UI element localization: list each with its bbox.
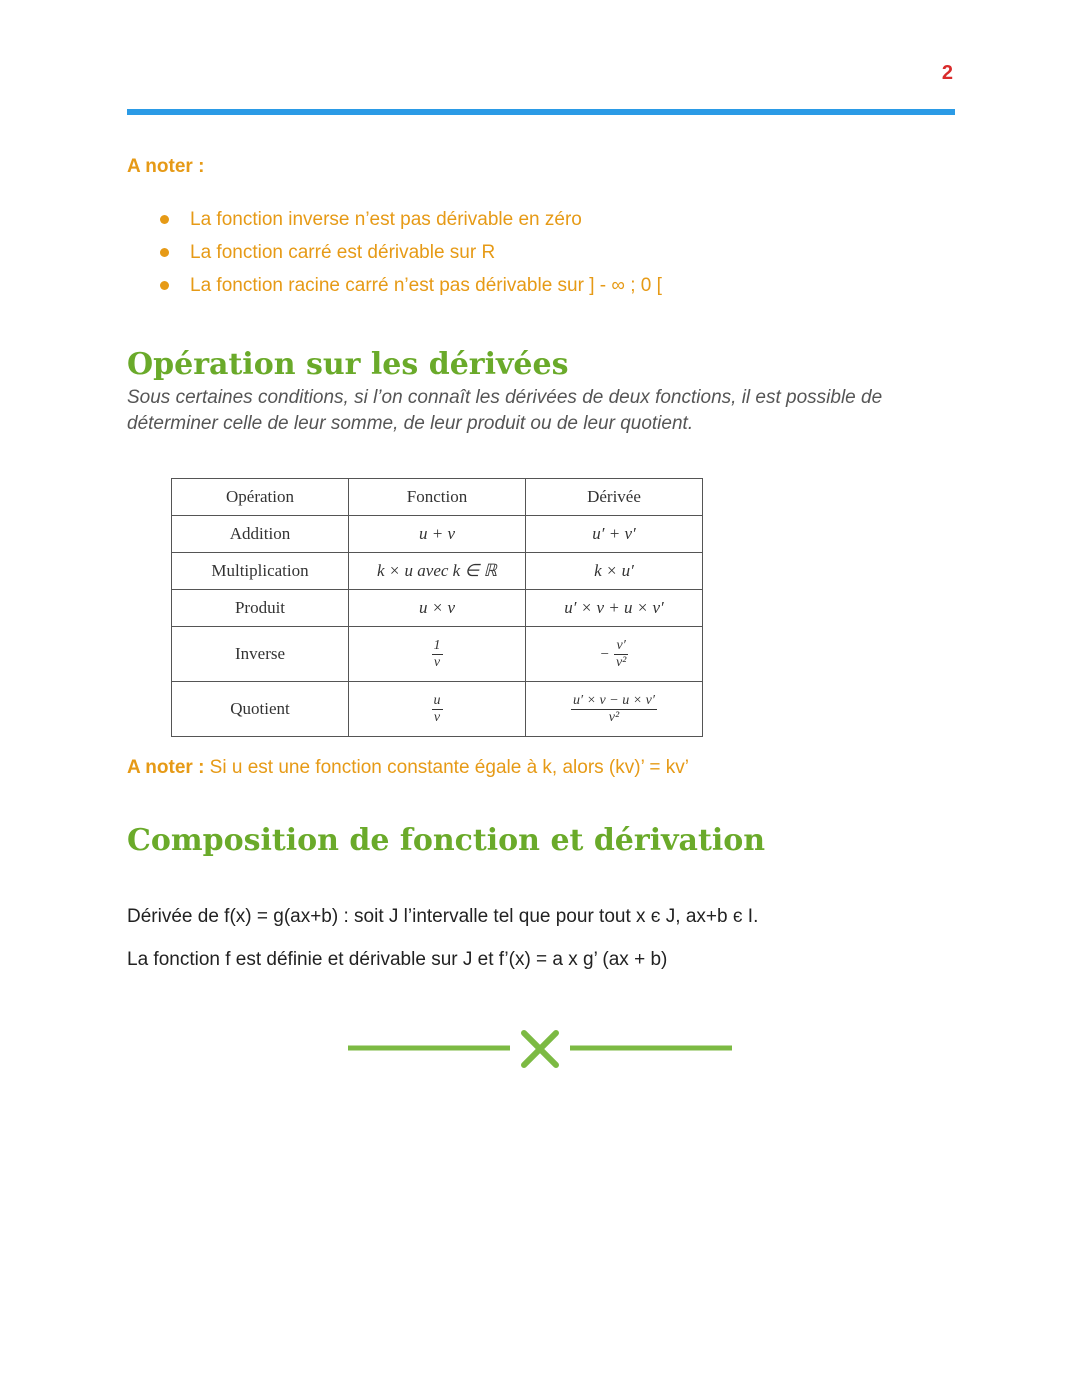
- table-row: [172, 553, 703, 590]
- table-cell: Multiplication: [172, 553, 349, 590]
- table-cell: u′ + v′: [526, 516, 703, 553]
- bullet-icon: [160, 248, 169, 257]
- section-heading-operations: Opération sur les dérivées: [127, 347, 569, 382]
- page-number: 2: [941, 62, 953, 84]
- fraction: $\frac{u' \times v - u \times v'}{\text{v²}}$: [573, 692, 655, 725]
- list-item: La fonction inverse n’est pas dérivable en zéro: [160, 203, 662, 236]
- table-cell: k × u′: [526, 553, 703, 590]
- note-list: [160, 203, 662, 302]
- table-row: [172, 682, 703, 737]
- list-item: La fonction racine carré n’est pas dérivable sur ] - ∞ ; 0 [: [160, 269, 662, 302]
- table-cell: Addition: [172, 516, 349, 553]
- table-cell: Inverse: [172, 627, 349, 682]
- table-header: Fonction: [349, 479, 526, 516]
- list-item: La fonction carré est dérivable sur R: [160, 236, 662, 269]
- table-cell: [349, 682, 526, 737]
- minus-sign: −: [599, 645, 610, 662]
- table-cell: Quotient: [172, 682, 349, 737]
- table-header: Opération: [172, 479, 349, 516]
- fraction: $\frac{v'}{\text{v²}}$: [615, 637, 627, 670]
- operations-intro: Sous certaines conditions, si l’on connaît les dérivées de deux fonctions, il est possible de déterminer celle de leur somme, de leur produit ou de leur quotient.: [127, 387, 883, 434]
- derivatives-table: [171, 478, 703, 737]
- table-row: [172, 590, 703, 627]
- note-title: A noter :: [127, 156, 205, 177]
- table-cell: u + v: [349, 516, 526, 553]
- table-cell: u × v: [349, 590, 526, 627]
- table-cell: [526, 627, 703, 682]
- table-cell: [349, 627, 526, 682]
- fraction: $\frac{1}{v}$: [433, 637, 441, 670]
- table-row: [172, 516, 703, 553]
- section-heading-composition: Composition de fonction et dérivation: [127, 823, 766, 858]
- fraction: $\frac{u}{v}$: [433, 692, 441, 725]
- header-rule: [127, 109, 955, 115]
- composition-line-1: Dérivée de f(x) = g(ax+b) : soit J l’intervalle tel que pour tout x є J, ax+b є I.: [127, 906, 759, 927]
- composition-line-2: La fonction f est définie et dérivable sur J et f’(x) = a x g’ (ax + b): [127, 949, 668, 970]
- table-header-row: [172, 479, 703, 516]
- table-cell: u′ × v + u × v′: [526, 590, 703, 627]
- cross-icon: [524, 1033, 556, 1065]
- table-row: [172, 627, 703, 682]
- bullet-icon: [160, 215, 169, 224]
- bullet-icon: [160, 281, 169, 290]
- table-cell: k × u avec k ∈ ℝ: [349, 553, 526, 590]
- end-divider: [348, 1023, 732, 1073]
- table-cell: Produit: [172, 590, 349, 627]
- table-header: Dérivée: [526, 479, 703, 516]
- table-cell: [526, 682, 703, 737]
- operations-note: A noter : Si u est une fonction constante égale à k, alors (kv)’ = kv’: [127, 757, 689, 778]
